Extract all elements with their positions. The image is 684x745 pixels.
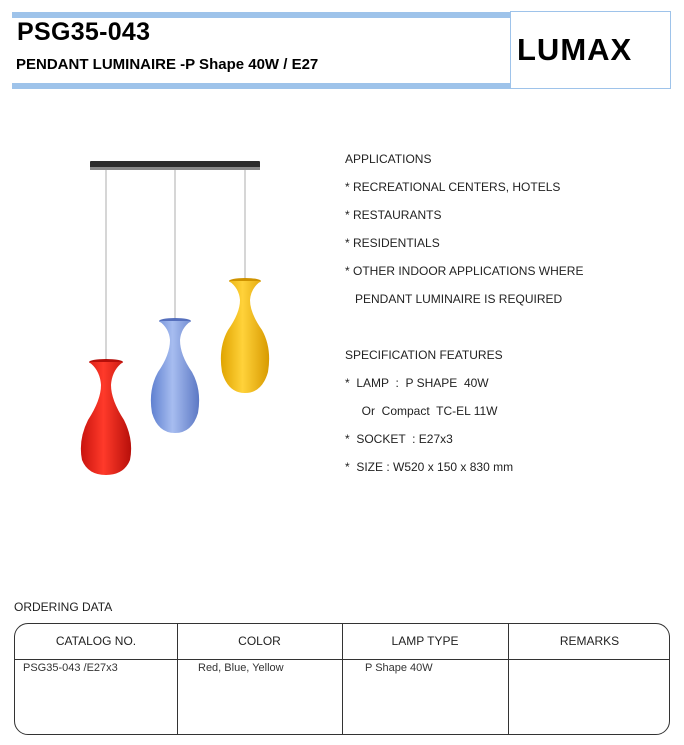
header-bottom-bar — [12, 83, 510, 89]
header-catalog-no: CATALOG NO. — [55, 634, 137, 648]
header-color: COLOR — [238, 634, 281, 648]
applications-title: APPLICATIONS — [345, 152, 432, 166]
header-divider — [15, 659, 669, 660]
yellow-shade — [221, 278, 269, 393]
header-lamp-type: LAMP TYPE — [391, 634, 459, 648]
pendant-lamp-illustration — [70, 150, 270, 480]
specification-title: SPECIFICATION FEATURES — [345, 348, 503, 362]
cell-catalog-no: PSG35-043 /E27x3 — [23, 662, 118, 674]
blue-shade — [151, 318, 199, 433]
application-item: * RESIDENTIALS — [345, 236, 440, 250]
ceiling-bar-edge — [90, 167, 260, 170]
ordering-data-title: ORDERING DATA — [14, 600, 113, 614]
cell-color: Red, Blue, Yellow — [198, 662, 284, 674]
lumax-logo: LUMAX — [517, 32, 633, 67]
model-number: PSG35-043 — [17, 18, 151, 46]
spec-item: Or Compact TC-EL 11W — [345, 404, 498, 418]
spec-item: * LAMP : P SHAPE 40W — [345, 376, 489, 390]
application-item: * RECREATIONAL CENTERS, HOTELS — [345, 180, 561, 194]
spec-item: * SOCKET : E27x3 — [345, 432, 453, 446]
header-remarks: REMARKS — [559, 634, 620, 648]
ceiling-bar — [90, 161, 260, 168]
application-item: * OTHER INDOOR APPLICATIONS WHERE — [345, 264, 584, 278]
product-subtitle: PENDANT LUMINAIRE -P Shape 40W / E27 — [16, 56, 319, 73]
red-shade — [81, 359, 131, 475]
spec-item: * SIZE : W520 x 150 x 830 mm — [345, 460, 514, 474]
application-item: * RESTAURANTS — [345, 208, 442, 222]
ordering-table — [14, 623, 670, 735]
cell-lamp-type: P Shape 40W — [365, 662, 433, 674]
application-item: PENDANT LUMINAIRE IS REQUIRED — [345, 292, 563, 306]
